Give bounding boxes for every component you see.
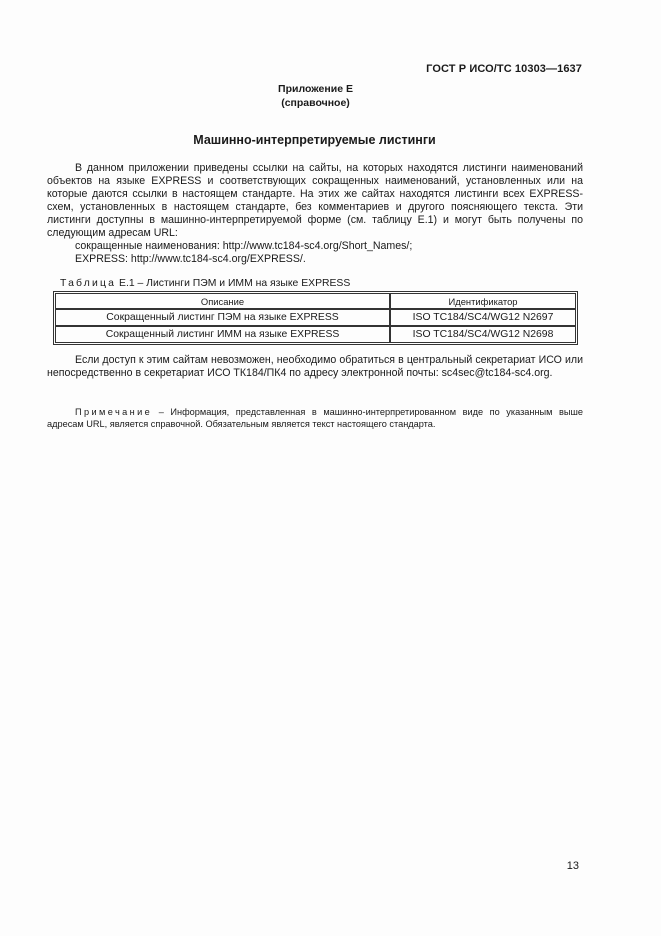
intro-paragraph: В данном приложении приведены ссылки на сайты, на которых находятся листинги наименований объектов на языке EXPRESS и соответствующих сокращенных наименований, установленных или на которые даются ссылки в настоящем стандарте. На этих же сайтах находятся листинги всех EXPRESS-схем, установленных в настоящем стандарте, без комментариев и другого поясняющего текста. Эти листинги доступны в машинно-интерпретируемой форме (см. таблицу Е.1) и могут быть получены по следующим адресам URL: [47, 162, 583, 239]
section-title-wrap [0, 133, 661, 147]
url-express[interactable]: EXPRESS: http://www.tc184-sc4.org/EXPRESS/. [75, 253, 306, 265]
section-title: Машинно-интерпретируемые листинги [193, 133, 436, 147]
table-row [55, 326, 576, 343]
url-short-names[interactable]: сокращенные наименования: http://www.tc184-sc4.org/Short_Names/; [75, 240, 413, 252]
table-caption [60, 278, 350, 289]
table-caption-text: Е.1 – Листинги ПЭМ и ИММ на языке EXPRESS [116, 278, 351, 289]
listings-table-frame [53, 291, 578, 345]
table-header-identifier: Идентификатор [390, 293, 576, 309]
access-paragraph: Если доступ к этим сайтам невозможен, необходимо обратиться в центральный секретариат ИСО или непосредственно в секретариат ИСО ТК184/ПК4 по адресу электронной почты: sc4sec@tc184-sc4.org. [47, 354, 583, 379]
note-label: Примечание [75, 407, 153, 417]
annex-title: Приложение Е [278, 83, 353, 95]
table-cell-identifier: ISO TC184/SC4/WG12 N2697 [390, 309, 576, 326]
table-header-description: Описание [55, 293, 390, 309]
page-number: 13 [566, 860, 579, 872]
table-cell-identifier: ISO TC184/SC4/WG12 N2698 [390, 326, 576, 343]
annex-subtitle: (справочное) [281, 97, 350, 109]
annex-heading [0, 82, 661, 110]
table-cell-description: Сокращенный листинг ПЭМ на языке EXPRESS [55, 309, 390, 326]
note-text: – Информация, представленная в машинно-интерпретированном виде по указанным выше адресам URL, является справочной. Обязательным является текст настоящего стандарта. [47, 407, 583, 429]
standard-code: ГОСТ Р ИСО/ТС 10303—1637 [426, 63, 582, 75]
table-caption-prefix: Таблица [60, 278, 117, 289]
listings-table [55, 293, 576, 343]
table-header-row [55, 293, 576, 309]
table-row [55, 309, 576, 326]
note-paragraph [47, 406, 583, 430]
table-cell-description: Сокращенный листинг ИММ на языке EXPRESS [55, 326, 390, 343]
